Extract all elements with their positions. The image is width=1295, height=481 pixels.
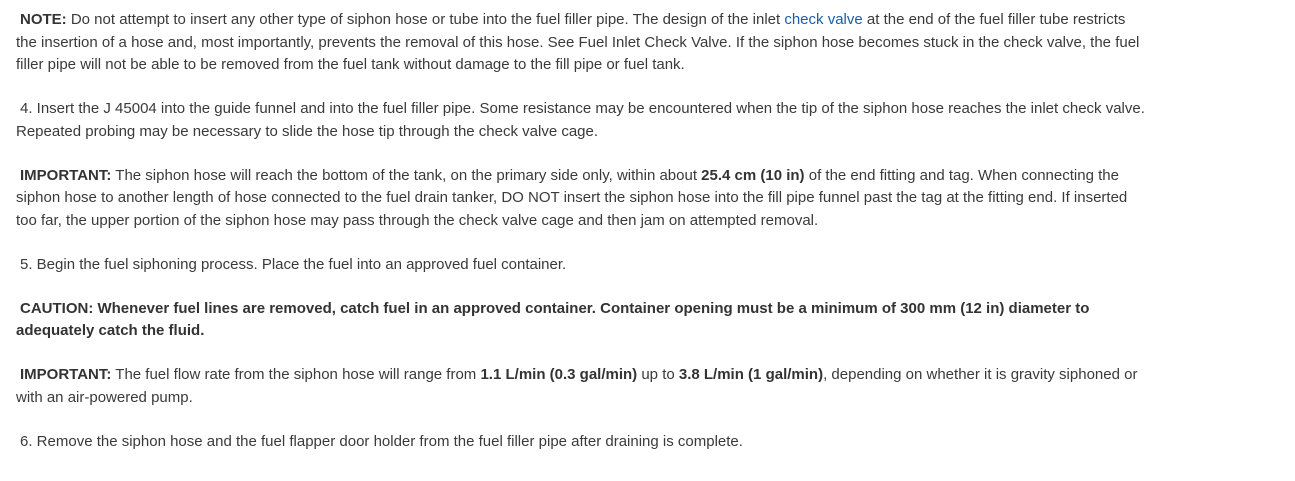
important-1-text-2: of the end fitting and tag. When connecting the siphon hose to another length of hose connected to the fuel drain tanker, DO NOT insert the siphon hose into the fill pipe funnel past the tag at the fitting end. If inserted too far, the upper portion of the siphon hose may pass through the check valve cage and then jam on attempted removal. (16, 166, 1128, 229)
caution-text: CAUTION: Whenever fuel lines are removed, catch fuel in an approved container. Container opening must be a minimum of 300 mm (12 in) diameter to adequately catch the fluid. (16, 299, 1090, 339)
important-paragraph-2 (16, 364, 1146, 409)
important-label-2: IMPORTANT: (20, 366, 112, 383)
check-valve-link[interactable]: check valve (784, 11, 863, 28)
important-1-bold-1: 25.4 cm (10 in) (701, 166, 805, 184)
procedure-content (16, 9, 1146, 475)
important-1-text-1: The siphon hose will reach the bottom of the tank, on the primary side only, within about (111, 166, 702, 184)
note-paragraph (16, 9, 1146, 77)
important-2-text-2: up to (637, 366, 679, 383)
important-paragraph-1 (16, 165, 1146, 233)
step-5 (16, 254, 1146, 277)
caution-paragraph (16, 298, 1146, 343)
step-6 (16, 431, 1146, 454)
important-2-bold-2: 3.8 L/min (1 gal/min) (678, 366, 824, 383)
note-label: NOTE: (20, 11, 67, 28)
important-2-text-1: The fuel flow rate from the siphon hose will range from (111, 366, 481, 383)
step-6-text: 6. Remove the siphon hose and the fuel flapper door holder from the fuel filler pipe after draining is complete. (20, 432, 743, 450)
step-4-text: 4. Insert the J 45004 into the guide funnel and into the fuel filler pipe. Some resistance may be encountered when the tip of the siphon hose reaches the inlet check valve. Repeated probing may be necessary to slide the hose tip through the check valve cage. (16, 100, 1145, 140)
step-5-text: 5. Begin the fuel siphoning process. Place the fuel into an approved fuel container. (20, 255, 567, 273)
note-text-2: at the end of the fuel filler tube restricts the insertion of a hose and, most importantly, prevents the removal of this hose. See Fuel Inlet Check Valve. If the siphon hose becomes stuck in the check valve, the fuel filler pipe will not be able to be removed from the fuel tank without damage to the fill pipe or fuel tank. (16, 11, 1140, 73)
note-text-1: Do not attempt to insert any other type of siphon hose or tube into the fuel filler pipe. The design of the inlet (66, 11, 785, 28)
important-2-bold-1: 1.1 L/min (0.3 gal/min) (480, 366, 638, 383)
step-4 (16, 98, 1146, 143)
important-label-1: IMPORTANT: (20, 166, 112, 184)
important-2-text-3: , depending on whether it is gravity siphoned or with an air-powered pump. (16, 366, 1138, 406)
